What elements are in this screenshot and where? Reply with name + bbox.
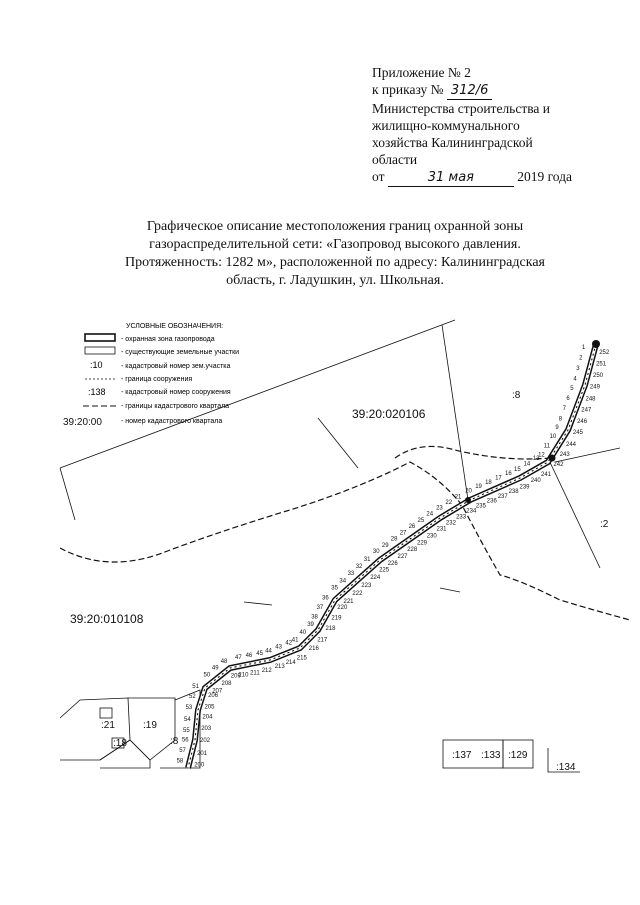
legend-gas-zone-symbol — [85, 334, 115, 341]
point-label: 202 — [200, 738, 211, 745]
point-label: 226 — [387, 560, 398, 567]
point-label: 228 — [407, 547, 418, 554]
point-label: 17 — [495, 475, 502, 482]
title-line-2: газораспределительной сети: «Газопровод высокого давления. — [149, 237, 521, 252]
parcel-label-129: :129 — [508, 750, 528, 761]
point-label: 55 — [183, 727, 190, 734]
point-label: 16 — [505, 471, 512, 477]
point-label: 237 — [497, 493, 508, 500]
point-label: 11 — [543, 443, 551, 450]
point-label: 200 — [194, 762, 205, 769]
point-label: 235 — [475, 503, 486, 510]
point-label: 56 — [181, 737, 189, 744]
point-label: 219 — [331, 615, 342, 622]
point-label: 213 — [274, 664, 285, 671]
point-label: 30 — [372, 549, 380, 556]
date-prefix: от — [372, 169, 385, 184]
point-label: 44 — [265, 648, 272, 655]
point-label: 9 — [555, 424, 559, 431]
point-label: 35 — [331, 585, 338, 592]
order-number-handwritten: 312/6 — [447, 82, 492, 100]
point-label: 47 — [235, 655, 242, 661]
point-label: 223 — [361, 583, 372, 590]
point-label: 233 — [456, 514, 467, 521]
point-label: 34 — [339, 578, 347, 585]
point-label: 244 — [566, 441, 577, 448]
legend-symbol-5: :138 — [88, 387, 106, 397]
point-label: 248 — [585, 396, 596, 403]
point-label: 18 — [485, 479, 492, 486]
appendix-line: Приложение № 2 — [372, 65, 471, 80]
point-label: 236 — [486, 498, 497, 505]
point-label: 33 — [347, 571, 355, 578]
point-label: 252 — [599, 350, 610, 357]
point-label: 242 — [553, 461, 564, 468]
legend-item-5: - кадастровый номер сооружения — [121, 389, 231, 396]
point-label: 8 — [558, 416, 563, 423]
point-label: 221 — [343, 598, 354, 605]
point-label: 217 — [317, 637, 328, 644]
point-label: 38 — [311, 614, 318, 621]
parcel-label-18: :18 — [113, 738, 127, 749]
point-label: 45 — [256, 650, 263, 657]
point-label: 10 — [549, 434, 557, 440]
point-label: 227 — [397, 554, 408, 560]
legend-symbol-3: :10 — [90, 360, 103, 370]
point-label: 245 — [572, 430, 583, 436]
legend-item-6: - границы кадастрового квартала — [121, 403, 230, 410]
point-label: 29 — [381, 542, 389, 549]
point-label: 5 — [570, 385, 574, 392]
parcel-boundaries — [60, 320, 620, 772]
point-label: 22 — [445, 499, 453, 506]
point-label: 204 — [202, 714, 213, 721]
parcel-label-133: :133 — [481, 750, 501, 761]
point-label: 13 — [532, 456, 540, 462]
point-label: 53 — [185, 704, 193, 711]
point-label: 210 — [238, 672, 249, 679]
point-label: 222 — [352, 591, 363, 597]
point-label: 15 — [514, 466, 521, 473]
legend-symbol-7: 39:20:00 — [63, 417, 102, 428]
point-label: 207 — [212, 688, 223, 695]
point-label: 241 — [541, 472, 552, 479]
point-label: 6 — [566, 396, 570, 403]
ministry-line-2: жилищно-коммунального — [372, 118, 520, 133]
point-label: 28 — [390, 536, 398, 543]
point-label: 240 — [530, 478, 541, 484]
point-label: 12 — [538, 452, 545, 459]
parcel-21 — [60, 698, 130, 760]
legend-item-3: - кадастровый номер зем.участка — [121, 363, 231, 370]
point-label: 25 — [417, 518, 425, 524]
point-label: 43 — [275, 644, 282, 651]
point-label: 218 — [325, 625, 336, 632]
date-suffix: 2019 года — [517, 169, 573, 184]
parcel-label-8b: :8 — [170, 736, 179, 747]
point-label: 251 — [596, 361, 607, 368]
pipeline-node-16 — [549, 455, 556, 462]
point-label: 32 — [355, 564, 363, 570]
quarter-boundary-upper — [395, 446, 550, 459]
point-label: 3 — [576, 365, 580, 372]
point-label: 41 — [291, 637, 299, 644]
legend-item-1: - охранная зона газопровода — [121, 336, 215, 343]
title-line-3: Протяженность: 1282 м», расположенной по адресу: Калининградская — [125, 255, 545, 270]
point-label: 39 — [307, 622, 314, 629]
point-label: 23 — [436, 505, 443, 512]
point-label: 37 — [316, 605, 324, 612]
parcel-line-f — [548, 458, 600, 568]
point-label: 46 — [245, 652, 253, 659]
point-label: 208 — [221, 681, 232, 688]
point-label: 246 — [577, 418, 588, 425]
point-label: 215 — [296, 655, 307, 662]
point-label: 225 — [379, 567, 390, 574]
parcel-label-19: :19 — [143, 720, 157, 731]
parcel-label-8: :8 — [512, 390, 521, 401]
parcel-line-b — [60, 468, 75, 520]
point-label: 36 — [322, 595, 329, 602]
pipeline-start-node — [592, 340, 600, 348]
point-label: 14 — [523, 461, 531, 468]
ministry-line-4: области — [372, 152, 418, 167]
point-label: 232 — [445, 520, 456, 527]
parcel-line-a — [60, 320, 455, 468]
date-handwritten: 31 мая — [388, 169, 514, 187]
point-label: 26 — [408, 524, 416, 531]
point-label: 243 — [559, 451, 570, 458]
quarter-label-2: 39:20:010108 — [70, 612, 144, 626]
point-label: 4 — [573, 376, 577, 383]
point-label: 27 — [399, 530, 407, 537]
point-label: 24 — [426, 511, 434, 518]
order-prefix: к приказу № — [372, 82, 444, 97]
parcel-label-21: :21 — [101, 720, 115, 731]
legend-item-7: - номер кадастрового квартала — [121, 418, 223, 425]
point-label: 250 — [593, 373, 604, 380]
point-label: 206 — [208, 693, 219, 700]
point-label: 31 — [363, 556, 371, 563]
parcel-line-c — [442, 325, 468, 500]
point-label: 209 — [230, 673, 241, 680]
point-label: 2 — [579, 355, 583, 362]
house-21 — [100, 708, 112, 718]
point-label: 205 — [204, 704, 215, 711]
point-label: 211 — [250, 670, 260, 677]
point-label: 52 — [189, 694, 196, 701]
point-label: 19 — [475, 484, 482, 491]
point-label: 20 — [465, 488, 472, 495]
point-label: 49 — [211, 665, 219, 672]
point-label: 238 — [508, 489, 519, 496]
parcel-label-2: :2 — [600, 519, 609, 530]
point-label: 230 — [426, 533, 437, 540]
point-label: 21 — [454, 494, 462, 501]
point-label: 48 — [220, 658, 228, 665]
title-line-4: область, г. Ладушкин, ул. Школьная. — [226, 273, 444, 288]
parcel-label-134: :134 — [556, 762, 576, 773]
point-label: 234 — [466, 508, 477, 515]
point-label: 249 — [589, 384, 600, 391]
legend — [63, 323, 239, 428]
pipeline-node-232 — [465, 497, 471, 503]
point-label: 51 — [192, 683, 199, 690]
point-label: 50 — [203, 672, 211, 679]
legend-title: УСЛОВНЫЕ ОБОЗНАЧЕНИЯ: — [126, 323, 224, 330]
legend-parcel-symbol — [85, 347, 115, 354]
point-label: 1 — [581, 344, 586, 351]
ministry-line-3: хозяйства Калининградской — [372, 135, 533, 150]
point-label: 214 — [285, 659, 296, 666]
point-label: 203 — [201, 726, 212, 733]
point-label: 201 — [197, 750, 208, 757]
point-label: 247 — [581, 407, 592, 414]
point-label: 40 — [299, 629, 307, 636]
point-label: 224 — [370, 575, 381, 582]
parcel-label-137: :137 — [452, 750, 472, 761]
point-label: 220 — [337, 605, 348, 612]
point-label: 216 — [308, 645, 319, 652]
parcel-line-d — [318, 418, 358, 468]
legend-item-4: - граница сооружения — [121, 376, 193, 383]
point-label: 7 — [562, 406, 566, 413]
point-label: 54 — [184, 717, 191, 724]
quarter-boundary-main — [60, 462, 630, 620]
quarter-label-1: 39:20:020106 — [352, 407, 426, 421]
ministry-line-1: Министерства строительства и — [372, 101, 551, 116]
point-label: 58 — [176, 758, 184, 765]
point-label: 42 — [285, 640, 293, 647]
legend-item-2: - существующие земельные участки — [121, 349, 240, 356]
title-line-1: Графическое описание местоположения границ охранной зоны — [146, 219, 524, 234]
point-label: 212 — [261, 668, 272, 674]
point-label: 239 — [519, 484, 530, 491]
point-label: 229 — [417, 540, 428, 547]
point-label: 57 — [179, 748, 186, 754]
point-label: 231 — [436, 526, 447, 533]
